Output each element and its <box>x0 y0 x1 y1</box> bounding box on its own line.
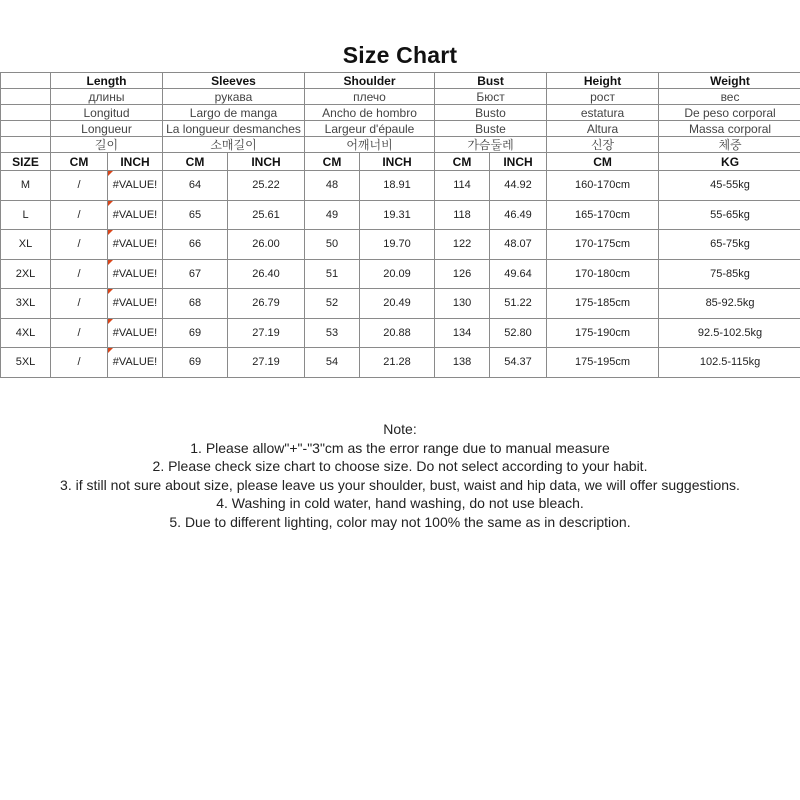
cell-length-inch: #VALUE! <box>108 200 163 230</box>
cell-size: 3XL <box>1 289 51 319</box>
cell-shoulder-inch: 20.88 <box>360 318 435 348</box>
cell-size: 4XL <box>1 318 51 348</box>
note-line: 1. Please allow"+"-"3"cm as the error range due to manual measure <box>190 439 610 456</box>
header-height: Height <box>547 73 659 89</box>
header-spacer <box>1 105 51 121</box>
cell-bust-cm: 130 <box>435 289 490 319</box>
page-title: Size Chart <box>342 42 458 68</box>
cell-sleeves-cm: 69 <box>163 348 228 378</box>
cell-length-cm: / <box>51 289 108 319</box>
cell-shoulder-inch: 20.49 <box>360 289 435 319</box>
cell-weight: 85-92.5kg <box>659 289 800 319</box>
table-row <box>1 259 800 289</box>
header-length: Longitud <box>51 105 163 121</box>
unit-height-cm: CM <box>547 153 659 171</box>
cell-sleeves-inch: 27.19 <box>228 318 305 348</box>
header-spacer <box>1 121 51 137</box>
cell-weight: 55-65kg <box>659 200 800 230</box>
header-bust: 가슴둘레 <box>435 137 547 153</box>
header-weight: Massa corporal <box>659 121 800 137</box>
header-spacer <box>1 137 51 153</box>
note-line: 2. Please check size chart to choose size. Do not select according to your habit. <box>152 458 648 475</box>
cell-bust-cm: 122 <box>435 230 490 260</box>
cell-length-inch: #VALUE! <box>108 259 163 289</box>
cell-shoulder-cm: 50 <box>305 230 360 260</box>
cell-length-cm: / <box>51 171 108 201</box>
notes-heading: Note: <box>383 421 417 437</box>
cell-sleeves-inch: 26.79 <box>228 289 305 319</box>
cell-height: 165-170cm <box>547 200 659 230</box>
cell-size: M <box>1 171 51 201</box>
cell-shoulder-cm: 53 <box>305 318 360 348</box>
header-row-english <box>1 73 800 89</box>
unit-weight-kg: KG <box>659 153 800 171</box>
cell-sleeves-cm: 67 <box>163 259 228 289</box>
cell-bust-cm: 134 <box>435 318 490 348</box>
cell-height: 175-190cm <box>547 318 659 348</box>
cell-weight: 45-55kg <box>659 171 800 201</box>
table-row <box>1 289 800 319</box>
unit-bust-inch: INCH <box>490 153 547 171</box>
header-shoulder: плечо <box>305 89 435 105</box>
header-sleeves: Largo de manga <box>163 105 305 121</box>
cell-weight: 65-75kg <box>659 230 800 260</box>
cell-length-cm: / <box>51 230 108 260</box>
unit-length-cm: CM <box>51 153 108 171</box>
cell-shoulder-cm: 51 <box>305 259 360 289</box>
cell-bust-inch: 54.37 <box>490 348 547 378</box>
cell-size: L <box>1 200 51 230</box>
cell-shoulder-inch: 21.28 <box>360 348 435 378</box>
cell-bust-cm: 118 <box>435 200 490 230</box>
header-row-french <box>1 121 800 137</box>
header-height: 신장 <box>547 137 659 153</box>
header-bust: Бюст <box>435 89 547 105</box>
cell-shoulder-inch: 19.70 <box>360 230 435 260</box>
header-sleeves: La longueur desmanches <box>163 121 305 137</box>
cell-sleeves-inch: 27.19 <box>228 348 305 378</box>
header-shoulder: 어깨너비 <box>305 137 435 153</box>
header-bust: Buste <box>435 121 547 137</box>
header-row-korean <box>1 137 800 153</box>
cell-sleeves-inch: 25.61 <box>228 200 305 230</box>
header-spacer <box>1 89 51 105</box>
cell-bust-inch: 48.07 <box>490 230 547 260</box>
cell-bust-cm: 126 <box>435 259 490 289</box>
header-sleeves: Sleeves <box>163 73 305 89</box>
cell-shoulder-cm: 49 <box>305 200 360 230</box>
units-row <box>1 153 800 171</box>
header-length: Length <box>51 73 163 89</box>
cell-weight: 75-85kg <box>659 259 800 289</box>
cell-length-inch: #VALUE! <box>108 318 163 348</box>
header-weight: Weight <box>659 73 800 89</box>
cell-height: 160-170cm <box>547 171 659 201</box>
header-bust: Bust <box>435 73 547 89</box>
header-row-spanish <box>1 105 800 121</box>
cell-sleeves-inch: 25.22 <box>228 171 305 201</box>
cell-height: 175-195cm <box>547 348 659 378</box>
unit-bust-cm: CM <box>435 153 490 171</box>
notes-section <box>0 420 800 532</box>
cell-bust-inch: 52.80 <box>490 318 547 348</box>
header-shoulder: Ancho de hombro <box>305 105 435 121</box>
cell-length-cm: / <box>51 318 108 348</box>
cell-sleeves-cm: 65 <box>163 200 228 230</box>
cell-length-inch: #VALUE! <box>108 171 163 201</box>
cell-shoulder-inch: 20.09 <box>360 259 435 289</box>
header-weight: вес <box>659 89 800 105</box>
header-height: рост <box>547 89 659 105</box>
header-length: Longueur <box>51 121 163 137</box>
table-row <box>1 318 800 348</box>
header-height: Altura <box>547 121 659 137</box>
size-chart-table <box>0 72 800 378</box>
header-length: 길이 <box>51 137 163 153</box>
header-height: estatura <box>547 105 659 121</box>
cell-bust-inch: 44.92 <box>490 171 547 201</box>
cell-bust-cm: 138 <box>435 348 490 378</box>
unit-shoulder-cm: CM <box>305 153 360 171</box>
unit-size: SIZE <box>1 153 51 171</box>
cell-shoulder-inch: 19.31 <box>360 200 435 230</box>
cell-size: 2XL <box>1 259 51 289</box>
cell-length-cm: / <box>51 259 108 289</box>
cell-shoulder-cm: 48 <box>305 171 360 201</box>
unit-sleeves-inch: INCH <box>228 153 305 171</box>
header-bust: Busto <box>435 105 547 121</box>
unit-shoulder-inch: INCH <box>360 153 435 171</box>
header-shoulder: Largeur d'épaule <box>305 121 435 137</box>
cell-height: 170-180cm <box>547 259 659 289</box>
unit-length-inch: INCH <box>108 153 163 171</box>
cell-sleeves-cm: 64 <box>163 171 228 201</box>
unit-sleeves-cm: CM <box>163 153 228 171</box>
table-row <box>1 230 800 260</box>
cell-length-inch: #VALUE! <box>108 289 163 319</box>
cell-shoulder-cm: 54 <box>305 348 360 378</box>
cell-size: 5XL <box>1 348 51 378</box>
table-row <box>1 171 800 201</box>
header-shoulder: Shoulder <box>305 73 435 89</box>
cell-weight: 102.5-115kg <box>659 348 800 378</box>
table-row <box>1 348 800 378</box>
header-spacer <box>1 73 51 89</box>
header-weight: De peso corporal <box>659 105 800 121</box>
table-row <box>1 200 800 230</box>
note-line: 3. if still not sure about size, please leave us your shoulder, bust, waist and hip data, we will offer suggestions. <box>60 476 740 493</box>
cell-shoulder-inch: 18.91 <box>360 171 435 201</box>
cell-shoulder-cm: 52 <box>305 289 360 319</box>
header-length: длины <box>51 89 163 105</box>
cell-bust-inch: 51.22 <box>490 289 547 319</box>
header-sleeves: 소매길이 <box>163 137 305 153</box>
cell-weight: 92.5-102.5kg <box>659 318 800 348</box>
cell-length-cm: / <box>51 348 108 378</box>
cell-length-inch: #VALUE! <box>108 348 163 378</box>
cell-bust-inch: 46.49 <box>490 200 547 230</box>
cell-size: XL <box>1 230 51 260</box>
cell-height: 170-175cm <box>547 230 659 260</box>
cell-height: 175-185cm <box>547 289 659 319</box>
cell-sleeves-inch: 26.40 <box>228 259 305 289</box>
note-line: 5. Due to different lighting, color may not 100% the same as in description. <box>169 513 631 530</box>
cell-sleeves-cm: 69 <box>163 318 228 348</box>
cell-length-cm: / <box>51 200 108 230</box>
cell-sleeves-inch: 26.00 <box>228 230 305 260</box>
cell-sleeves-cm: 68 <box>163 289 228 319</box>
header-row-russian <box>1 89 800 105</box>
header-sleeves: рукава <box>163 89 305 105</box>
cell-bust-cm: 114 <box>435 171 490 201</box>
cell-length-inch: #VALUE! <box>108 230 163 260</box>
header-weight: 체중 <box>659 137 800 153</box>
cell-sleeves-cm: 66 <box>163 230 228 260</box>
cell-bust-inch: 49.64 <box>490 259 547 289</box>
note-line: 4. Washing in cold water, hand washing, do not use bleach. <box>216 495 584 512</box>
